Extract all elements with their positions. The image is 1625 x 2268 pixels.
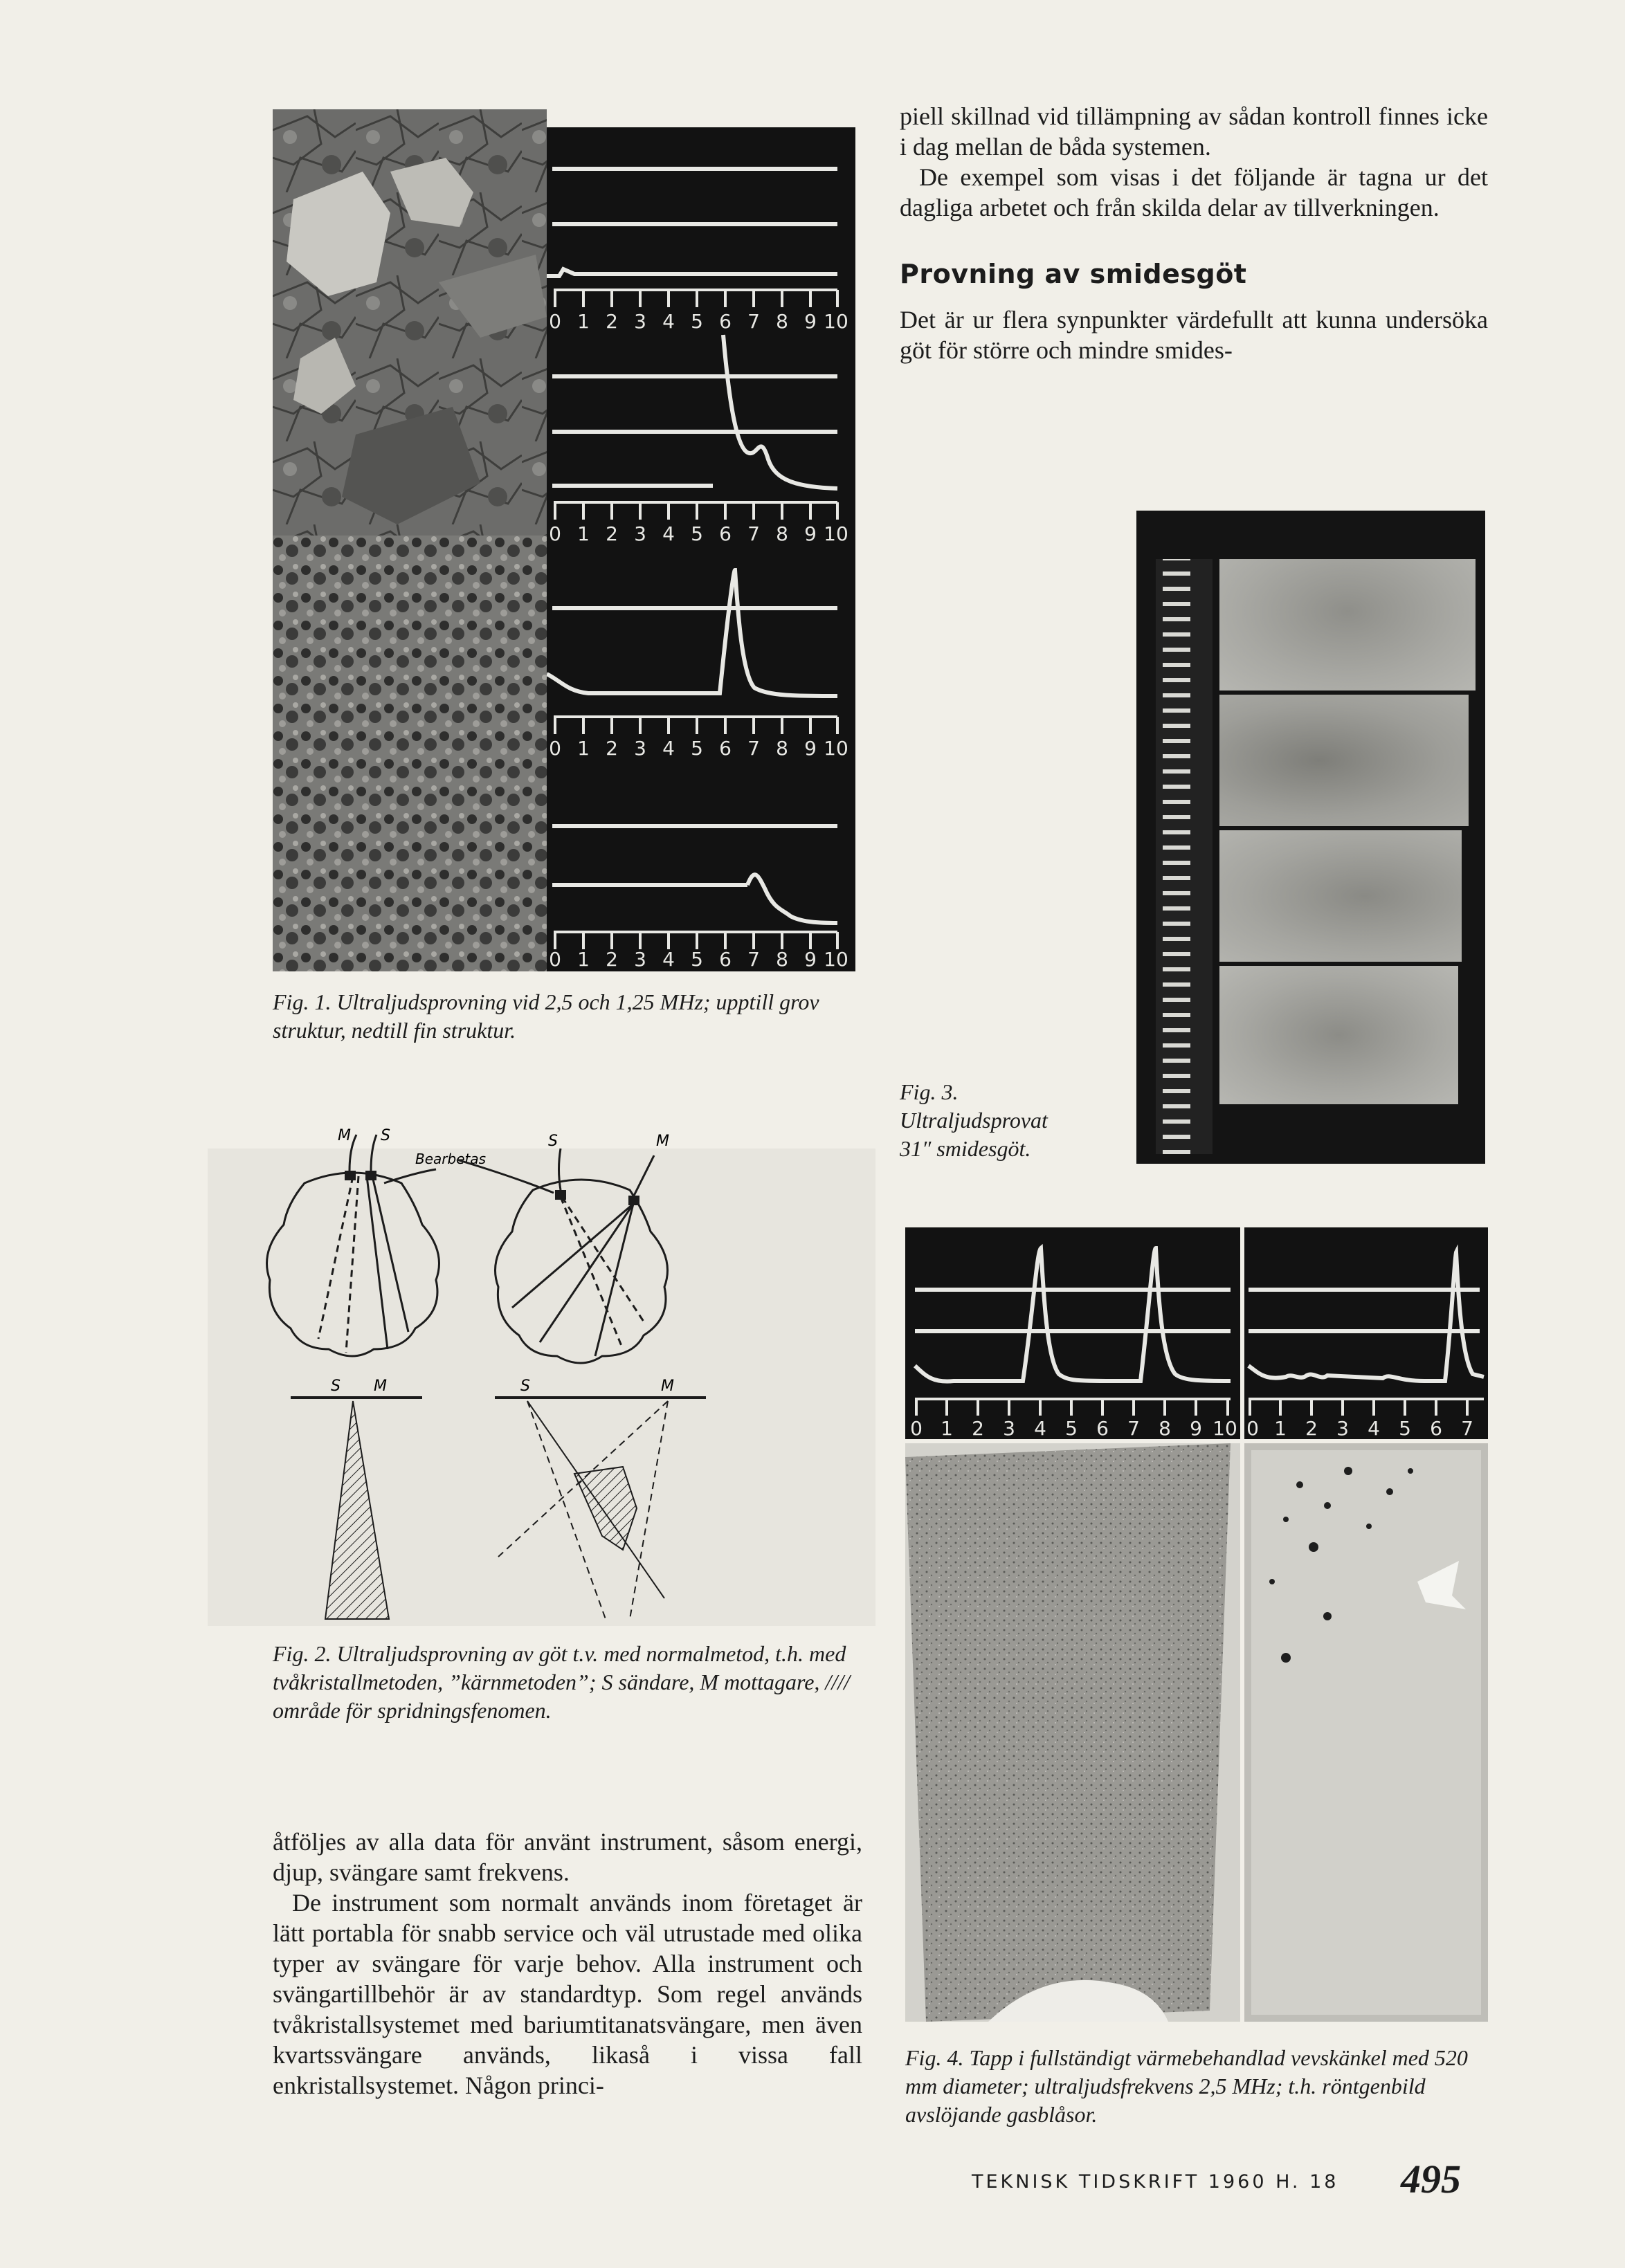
- scale-digit: 10: [824, 737, 848, 760]
- scale-digit: 4: [1368, 1417, 1380, 1439]
- top-right-text: [900, 101, 1488, 365]
- scale-digit: 2: [606, 737, 618, 760]
- paragraph-forging-ingots: Det är ur flera synpunkter värdefullt att kunna undersöka göt för större och mindre smides-: [900, 306, 1488, 364]
- ingot-section-1: [1219, 559, 1476, 691]
- label-s-left: S: [381, 1127, 390, 1144]
- scale-digit: 1: [577, 522, 590, 545]
- figure-1-caption: Fig. 1. Ultraljudsprovning vid 2,5 och 1,25 MHz; upptill grov struktur, nedtill fin struktur.: [273, 989, 819, 1043]
- scale-digit: 6: [719, 737, 732, 760]
- scale-digit: 4: [662, 310, 675, 333]
- x-ray-photo: [1244, 1443, 1488, 2022]
- scale-digit: 0: [549, 522, 561, 545]
- scale-digit: 1: [1274, 1417, 1287, 1439]
- scale-digit: 5: [1399, 1417, 1411, 1439]
- scale-digit: 7: [747, 948, 760, 971]
- scale-digit: 1: [577, 737, 590, 760]
- label-m-right: M: [656, 1133, 669, 1150]
- scale-digit: 8: [776, 522, 788, 545]
- scale-digit: 9: [804, 522, 817, 545]
- scale-digit: 6: [1430, 1417, 1442, 1439]
- scale-digit: 3: [634, 310, 646, 333]
- scale-digit: 1: [941, 1417, 953, 1439]
- scale-digit: 2: [606, 948, 618, 971]
- scale-digit: 8: [776, 310, 788, 333]
- label-bearbetas: Bearbetas: [415, 1151, 487, 1167]
- label-s-right: S: [548, 1133, 558, 1150]
- scale-digit: 0: [549, 948, 561, 971]
- label-s-beam-right: S: [520, 1378, 530, 1395]
- journal-label: TEKNISK TIDSKRIFT 1960 H. 18: [972, 2171, 1339, 2193]
- scale-digit: 6: [719, 522, 732, 545]
- scale-digit: 5: [691, 310, 703, 333]
- scale-digit: 7: [747, 310, 760, 333]
- scale-digit: 10: [824, 310, 848, 333]
- oscilloscope-frames-fig1: [547, 127, 855, 971]
- scale-digit: 9: [804, 737, 817, 760]
- paragraph-examples: De exempel som visas i det följande är tagna ur det dagliga arbetet och från skilda delar av tillverkningen.: [900, 163, 1488, 221]
- scale-digit: 3: [634, 737, 646, 760]
- label-m-beam-right: M: [661, 1378, 674, 1395]
- scale-digit: 3: [1003, 1417, 1015, 1439]
- scale-digit: 10: [824, 948, 848, 971]
- microstructure-photo-fine: [273, 536, 547, 971]
- scale-digit: 9: [1190, 1417, 1202, 1439]
- scale-digit: 7: [747, 737, 760, 760]
- scale-digit: 0: [910, 1417, 923, 1439]
- scale-digit: 8: [1159, 1417, 1171, 1439]
- scale-digit: 3: [1336, 1417, 1349, 1439]
- label-s-beam-left: S: [331, 1378, 341, 1395]
- scale-digit: 8: [776, 737, 788, 760]
- scale-digit: 7: [1461, 1417, 1473, 1439]
- scale-digit: 6: [1096, 1417, 1109, 1439]
- scale-digit: 10: [824, 522, 848, 545]
- microstructure-photo-coarse: [273, 109, 547, 536]
- scale-digit: 5: [691, 737, 703, 760]
- scale-digit: 5: [691, 948, 703, 971]
- bottom-left-text: [273, 1827, 862, 2101]
- ingot-section-3: [1219, 830, 1462, 962]
- scale-digit: 1: [577, 948, 590, 971]
- figure-1: [273, 109, 855, 971]
- scale-digit: 6: [719, 948, 732, 971]
- scale-digit: 1: [577, 310, 590, 333]
- label-m-beam-left: M: [374, 1378, 387, 1395]
- scale-digit: 5: [691, 522, 703, 545]
- scale-digit: 9: [804, 948, 817, 971]
- figure-2-caption: Fig. 2. Ultraljudsprovning av göt t.v. med normalmetod, t.h. med tvåkristallmetoden, ”kärnmetoden”; S sändare, M mottagare, //// område för spridningsfenomen.: [273, 1641, 850, 1723]
- paragraph-data: åtföljes av alla data för använt instrument, såsom energi, djup, svängare samt frekvens.: [273, 1828, 862, 1886]
- scale-digit: 2: [972, 1417, 984, 1439]
- oscilloscope-frame-fig4-right: [1244, 1227, 1488, 1439]
- scale-digit: 0: [549, 310, 561, 333]
- scale-digit: 2: [606, 522, 618, 545]
- measuring-scale: [1156, 559, 1213, 1154]
- figure-4-caption: Fig. 4. Tapp i fullständigt värmebehandlad vevskänkel med 520 mm diameter; ultraljudsfrekvens 2,5 MHz; t.h. röntgenbild avslöjande gasblåsor.: [905, 2045, 1468, 2127]
- scale-digit: 5: [1065, 1417, 1078, 1439]
- scale-digit: 4: [662, 522, 675, 545]
- figure-4: [905, 1227, 1488, 2022]
- scale-digit: 9: [804, 310, 817, 333]
- scale-digit: 0: [549, 737, 561, 760]
- label-m-left: M: [338, 1127, 351, 1144]
- scale-digit: 7: [747, 522, 760, 545]
- scale-digit: 4: [662, 737, 675, 760]
- paragraph-continuation: piell skillnad vid tillämpning av sådan kontroll finnes icke i dag mellan de båda systemen.: [900, 102, 1488, 161]
- scale-digit: 7: [1127, 1417, 1140, 1439]
- scale-digit: 10: [1213, 1417, 1237, 1439]
- scale-digit: 4: [1034, 1417, 1046, 1439]
- oscilloscope-frame-fig4-left: [905, 1227, 1240, 1439]
- figure-3-photo: [1136, 511, 1485, 1164]
- scale-digit: 2: [606, 310, 618, 333]
- ingot-section-4: [1219, 966, 1458, 1104]
- crank-pin-photo: [905, 1443, 1240, 2022]
- section-heading: Provning av smidesgöt: [900, 259, 1247, 289]
- figure-3-caption: Fig. 3. Ultraljudsprovat 31″ smidesgöt.: [900, 1079, 1048, 1161]
- page-number: 495: [1401, 2157, 1461, 2202]
- figure-2-diagram: [208, 1121, 879, 1633]
- ingot-section-2: [1219, 695, 1469, 826]
- scale-digit: 4: [662, 948, 675, 971]
- scale-digit: 3: [634, 948, 646, 971]
- scale-digit: 2: [1305, 1417, 1318, 1439]
- paragraph-instruments: De instrument som normalt används inom företaget är lätt portabla för snabb service och väl utrustade med olika typer av svängare för varje behov. Alla instrument och svängartillbehör är av standardtyp. Som regel används tvåkristallsystemet med bariumtitanatsvängare, men även kvartssvängare används, likaså i vissa fall enkristallsystemet. Någon princi-: [273, 1889, 862, 2099]
- scale-digit: 0: [1246, 1417, 1259, 1439]
- scale-digit: 8: [776, 948, 788, 971]
- scale-digit: 3: [634, 522, 646, 545]
- scale-digit: 6: [719, 310, 732, 333]
